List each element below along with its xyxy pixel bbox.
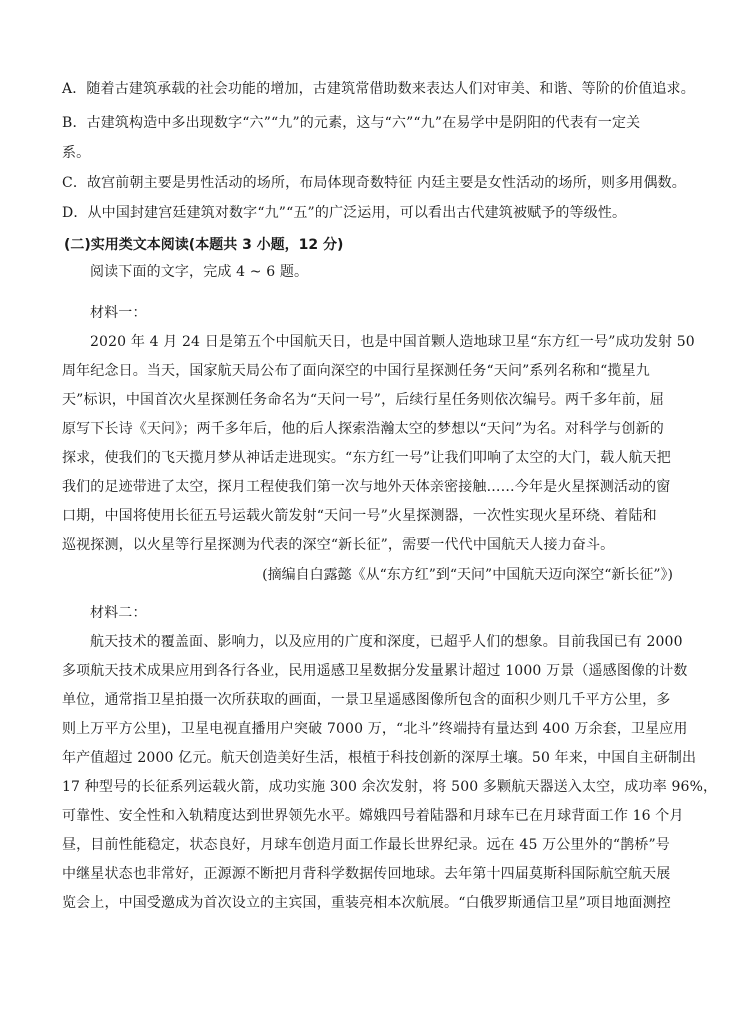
material-one-line-2: 周年纪念日。当天，国家航天局公布了面向深空的中国行星探测任务“天问”系列名称和“揽星九 [62, 363, 650, 379]
material-one-line-5: 探求，使我们的飞天揽月梦从神话走进现实。“东方红一号”让我们叩响了太空的大门，载人航天把 [62, 450, 671, 466]
material-two-line-8: 昼，目前性能稳定，状态良好，月球车创造月面工作最长世界纪录。远在 45 万公里外的“鹊桥”号 [62, 837, 670, 853]
section-instruction: 阅读下面的文字，完成 4 ~ 6 题。 [90, 264, 309, 280]
option-d: D．从中国封建宫廷建筑对数字“九”“五”的广泛运用，可以看出古代建筑被赋予的等级性。 [62, 205, 627, 221]
material-two-line-6: 17 种型号的长征系列运载火箭，成功实施 300 余次发射，将 500 多颗航天器送入太空，成功率 96%， [62, 779, 718, 795]
material-two-line-10: 览会上，中国受邀成为首次设立的主宾国，重装亮相本次航展。“白俄罗斯通信卫星”项目地面测控 [62, 895, 671, 911]
material-two-line-9: 中继星状态也非常好，正源源不断把月背科学数据传回地球。去年第十四届莫斯科国际航空航天展 [62, 866, 671, 882]
material-one-line-4: 原写下长诗《天问》；两千多年后，他的后人探索浩瀚太空的梦想以“天问”为名。对科学与创新的 [62, 421, 664, 437]
option-a: A．随着古建筑承载的社会功能的增加，古建筑常借助数来表达人们对审美、和谐、等阶的价值追求。 [62, 81, 695, 97]
material-two-line-3: 单位，通常指卫星拍摄一次所获取的画面，一景卫星遥感图像所包含的面积少则几千平方公里，多 [62, 692, 671, 708]
material-one-line-3: 天”标识，中国首次火星探测任务命名为“天问一号”，后续行星任务则依次编号。两千多年前，屈 [62, 392, 665, 408]
option-c: C．故宫前朝主要是男性活动的场所，布局体现奇数特征 内廷主要是女性活动的场所，则多用偶数。 [62, 175, 686, 191]
material-one-line-1: 2020 年 4 月 24 日是第五个中国航天日，也是中国首颗人造地球卫星“东方红一号”成功发射 50 [90, 334, 695, 350]
material-two-line-5: 年产值超过 2000 亿元。航天创造美好生活，根植于科技创新的深厚土壤。50 年来，中国自主研制出 [62, 750, 697, 766]
material-two-label: 材料二： [90, 605, 147, 621]
option-b-line-2: 系。 [62, 145, 91, 161]
material-one-line-6: 我们的足迹带进了太空，探月工程使我们第一次与地外天体亲密接触……今年是火星探测活动的窗 [62, 479, 671, 495]
material-one-label: 材料一： [90, 305, 147, 321]
material-two-line-7: 可靠性、安全性和入轨精度达到世界领先水平。嫦娥四号着陆器和月球车已在月球背面工作 16 个月 [62, 808, 684, 824]
material-two-line-4: 则上万平方公里)，卫星电视直播用户突破 7000 万，“北斗”终端持有量达到 400 万余套，卫星应用 [62, 721, 688, 737]
material-one-line-8: 巡视探测，以火星等行星探测为代表的深空“新长征”，需要一代代中国航天人接力奋斗。 [62, 537, 615, 553]
material-two-line-1: 航天技术的覆盖面、影响力，以及应用的广度和深度，已超乎人们的想象。目前我国已有 2000 [90, 634, 683, 650]
option-b-line-1: B．古建筑构造中多出现数字“六”“九”的元素，这与“六”“九”在易学中是阴阳的代表有一定关 [62, 115, 641, 131]
section-heading: (二)实用类文本阅读(本题共 3 小题，12 分) [64, 237, 344, 253]
material-one-source: (摘编自白露懿《从“东方红”到“天问”中国航天迈向深空“新长征”》) [262, 567, 673, 583]
material-one-line-7: 口期，中国将使用长征五号运载火箭发射“天问一号”火星探测器，一次性实现火星环绕、着陆和 [62, 508, 657, 524]
material-two-line-2: 多项航天技术成果应用到各行各业，民用遥感卫星数据分发量累计超过 1000 万景（遥感图像的计数 [62, 663, 688, 679]
